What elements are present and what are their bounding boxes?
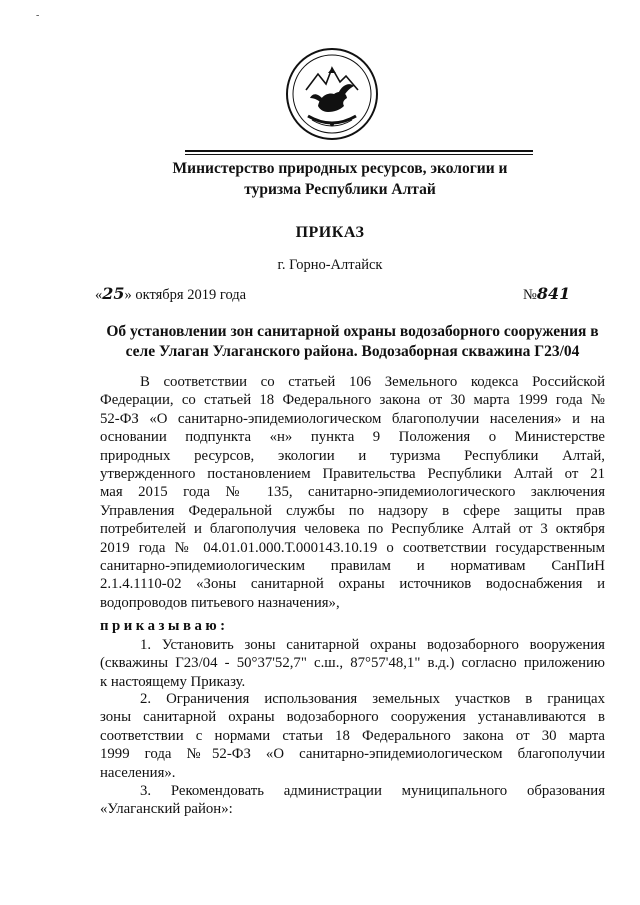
preamble-line: 52-ФЗ «О санитарно-эпидемиологическом благополучии населения» и на: [100, 410, 605, 427]
order-date: [95, 284, 246, 304]
number-handwritten: 841: [536, 284, 571, 303]
number-sign: №: [523, 287, 537, 303]
order-item-3: [100, 782, 605, 819]
date-open-quote: «: [95, 287, 103, 303]
preamble-line: Управления Федеральной службы по надзору в сфере защиты прав: [100, 502, 605, 519]
preamble-line: санитарно-эпидемиологическим правилам и нормативам СанПиН: [100, 558, 605, 575]
preamble-line: водопроводов питьевого назначения»,: [100, 594, 340, 611]
order-title: ПРИКАЗ: [295, 224, 365, 241]
item-line: 3. Рекомендовать администрации муниципального образования: [140, 783, 605, 799]
item-line: «Улаганский район»:: [100, 801, 233, 818]
item-line: 1. Установить зоны санитарной охраны водозаборного вооружения: [140, 637, 605, 653]
subject-line1: Об установлении зон санитарной охраны водозаборного сооружения в: [106, 323, 599, 340]
item-line: (скважины Г23/04 - 50°37'52,7" с.ш., 87°57'48,1" в.д.) согласно приложению: [100, 655, 605, 672]
ministry-name-line2: туризма Республики Алтай: [244, 181, 436, 198]
top-mark: -: [36, 10, 40, 21]
item-line: зоны санитарной охраны водозаборного сооружения устанавливаются в: [100, 709, 605, 726]
preamble-line: 2.1.4.1110-02 «Зоны санитарной охраны источников водоснабжения и: [100, 576, 605, 593]
item-line: 2. Ограничения использования земельных участков в границах: [140, 691, 605, 707]
subject-line2: селе Улаган Улаганского района. Водозаборная скважина Г23/04: [125, 343, 580, 360]
date-day-handwritten: 25: [102, 284, 125, 303]
preamble-line: В соответствии со статьей 106 Земельного кодекса Российской: [140, 374, 605, 390]
preamble-line: Федерации, со статьей 18 Федерального закона от 30 марта 1999 года №: [100, 392, 605, 409]
item-line: населения».: [100, 764, 176, 781]
preamble-line: утвержденного постановлением Правительства Республики Алтай от 21: [100, 466, 605, 483]
preamble-line: основании подпункта «н» пункта 9 Положения о Министерстве: [100, 429, 605, 446]
order-item-1: [100, 636, 605, 691]
item-line: соответствии с нормами статьи 18 Федерального закона от 30 марта: [100, 727, 605, 744]
item-line: 1999 года №52-ФЗ «О санитарно-эпидемиологическом благополучии: [100, 746, 605, 763]
order-item-2: [100, 690, 605, 782]
preamble-line: мая 2015 года № 135, санитарно-эпидемиологического заключения: [100, 484, 605, 501]
ministry-name-line1: Министерство природных ресурсов, экологии и: [172, 160, 508, 177]
order-city: г. Горно-Алтайск: [277, 257, 383, 273]
item-line: к настоящему Приказу.: [100, 673, 246, 690]
header-rule-thick: [185, 150, 533, 152]
date-month-year: » октября 2019 года: [124, 287, 247, 303]
preamble-line: 2019 года № 04.01.01.000.Т.000143.10.19 о соответствии государственным: [100, 539, 605, 556]
header-rule-thin: [185, 154, 533, 155]
order-number: [523, 284, 570, 304]
prikazyvayu-heading: приказываю:: [100, 618, 229, 634]
preamble-paragraph: [100, 373, 605, 612]
coat-of-arms-emblem: [284, 46, 380, 142]
preamble-line: природных ресурсов, экологии и туризма Республики Алтай,: [100, 447, 605, 464]
preamble-line: потребителей и благополучия человека по Республике Алтай от 3 октября: [100, 521, 605, 538]
